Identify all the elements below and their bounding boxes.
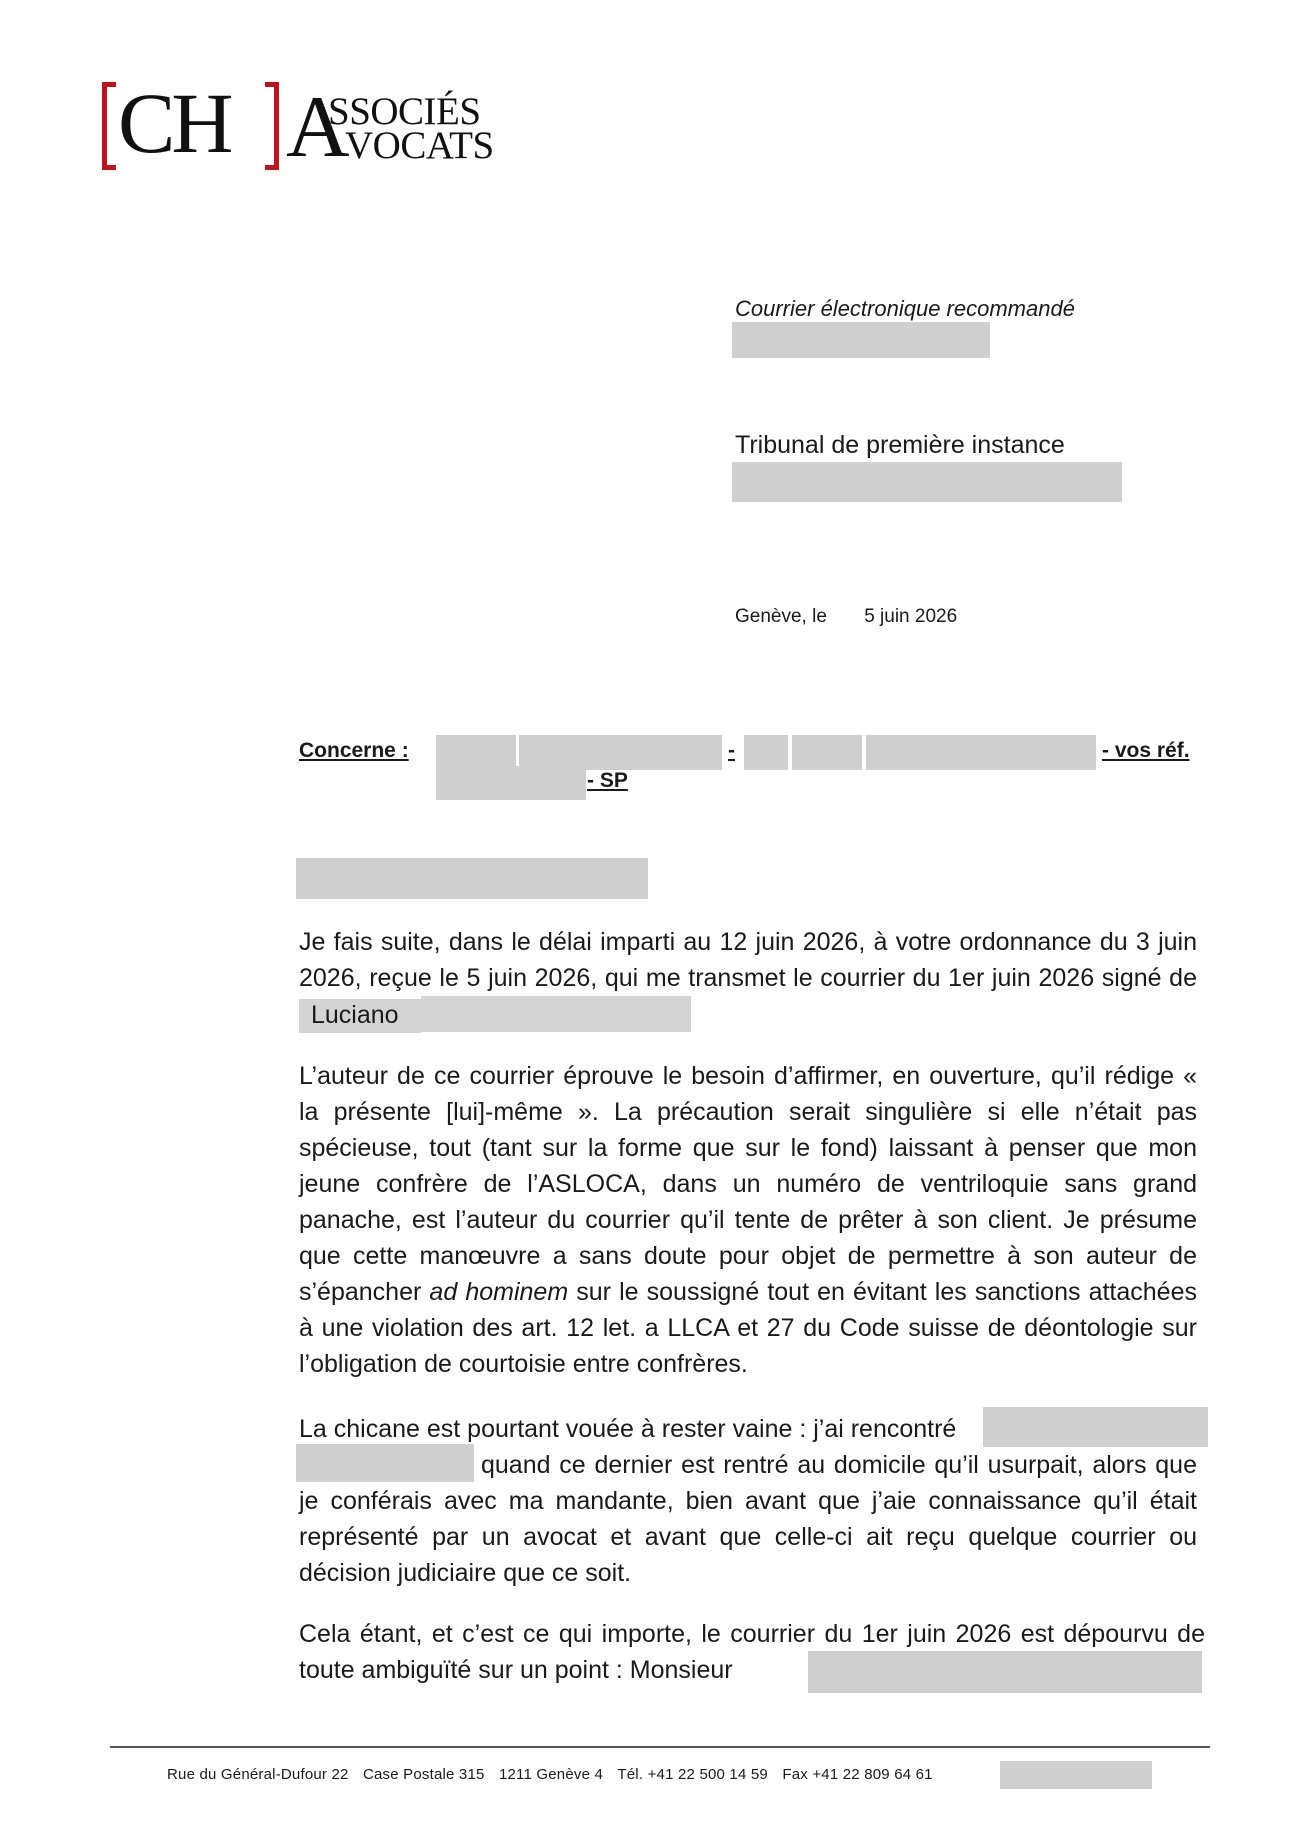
paragraph-1 bbox=[299, 924, 1197, 1033]
footer-street: Rue du Général-Dufour 22 bbox=[167, 1766, 349, 1783]
paragraph-4-text: Cela étant, et c’est ce qui importe, le courrier du 1er juin 2026 est dépourvu de toute ambiguïté sur un point : Monsieur bbox=[299, 1620, 1205, 1684]
redacted-block bbox=[808, 1651, 1202, 1693]
logo-left-bracket-top bbox=[102, 82, 116, 87]
redacted-inline bbox=[421, 996, 691, 1032]
redacted-block bbox=[436, 766, 586, 800]
signatory-name: Luciano bbox=[299, 999, 421, 1033]
logo-right-bracket bbox=[274, 82, 279, 170]
delivery-mode: Courrier électronique recommandé bbox=[735, 296, 1075, 321]
paragraph-3-line-1: La chicane est pourtant vouée à rester vaine : j’ai rencontré bbox=[299, 1415, 957, 1443]
redacted-block bbox=[983, 1407, 1208, 1447]
redacted-block bbox=[744, 735, 788, 770]
concerne-label: Concerne : bbox=[299, 739, 409, 762]
redacted-block bbox=[732, 462, 1122, 502]
logo-avocats: VOCATS bbox=[345, 124, 494, 167]
date-place: Genève, le bbox=[735, 606, 827, 627]
paragraph-2-part-b: sur le soussigné tout en évitant les sanctions attachées à une violation des art. 12 let. a LLCA et 27 du Code suisse de déontologie sur l’obligation de courtoisie entre confrères. bbox=[299, 1278, 1197, 1378]
date-line bbox=[735, 606, 957, 628]
paragraph-1-text: Je fais suite, dans le délai imparti au 12 juin 2026, à votre ordonnance du 3 juin 2026, reçue le 5 juin 2026, qui me transmet le courrier du 1er juin 2026 signé de bbox=[299, 928, 1197, 992]
paragraph-2 bbox=[299, 1058, 1197, 1382]
date-value: 5 juin 2026 bbox=[864, 606, 958, 627]
concerne-separator: - bbox=[728, 739, 735, 762]
paragraph-3 bbox=[299, 1447, 1197, 1591]
redacted-block bbox=[792, 735, 862, 770]
redacted-block bbox=[866, 735, 1096, 770]
redacted-block bbox=[519, 735, 722, 770]
recipient-name: Tribunal de première instance bbox=[735, 431, 1065, 459]
logo-right-bracket-top bbox=[265, 82, 279, 87]
footer-address bbox=[167, 1766, 933, 1783]
footer-tel: Tél. +41 22 500 14 59 bbox=[617, 1766, 768, 1783]
paragraph-3-text: quand ce dernier est rentré au domicile qu’il usurpait, alors que je conférais avec ma mandante, bien avant que j’aie connaissance qu’il était représenté par un avocat et avant que celle-ci ait reçu quelque courrier ou décision judiciaire que ce soit. bbox=[299, 1451, 1197, 1587]
redacted-block bbox=[436, 735, 516, 770]
logo-right-bracket-bottom bbox=[265, 165, 279, 170]
footer-fax: Fax +41 22 809 64 61 bbox=[782, 1766, 933, 1783]
concerne-sp: - SP bbox=[587, 769, 628, 792]
logo-left-bracket bbox=[102, 82, 107, 170]
logo-a-initial: A bbox=[286, 79, 350, 176]
logo-left-bracket-bottom bbox=[102, 165, 116, 170]
concerne-vos-ref: - vos réf. bbox=[1102, 739, 1190, 762]
logo-associes: SSOCIÉS bbox=[328, 90, 481, 133]
redacted-block bbox=[732, 322, 990, 358]
logo-ch-text: CH bbox=[118, 75, 230, 171]
footer-divider bbox=[110, 1746, 1210, 1748]
footer-box: Case Postale 315 bbox=[362, 1766, 485, 1783]
redacted-block bbox=[1000, 1761, 1152, 1789]
paragraph-2-part-a: L’auteur de ce courrier éprouve le besoin d’affirmer, en ouverture, qu’il rédige « la présente [lui]-même ». La précaution serait singulière si elle n’était pas spécieuse, tout (tant sur la forme que sur le fond) laissant à penser que mon jeune confrère de l’ASLOCA, dans un numéro de ventriloquie sans grand panache, est l’auteur du courrier qu’il tente de prêter à son client. Je présume que cette manœuvre a sans doute pour objet de permettre à son auteur de s’épancher bbox=[299, 1062, 1197, 1306]
paragraph-2-latin: ad hominem bbox=[429, 1278, 569, 1306]
footer-city: 1211 Genève 4 bbox=[498, 1766, 604, 1783]
redacted-salutation bbox=[296, 858, 648, 899]
